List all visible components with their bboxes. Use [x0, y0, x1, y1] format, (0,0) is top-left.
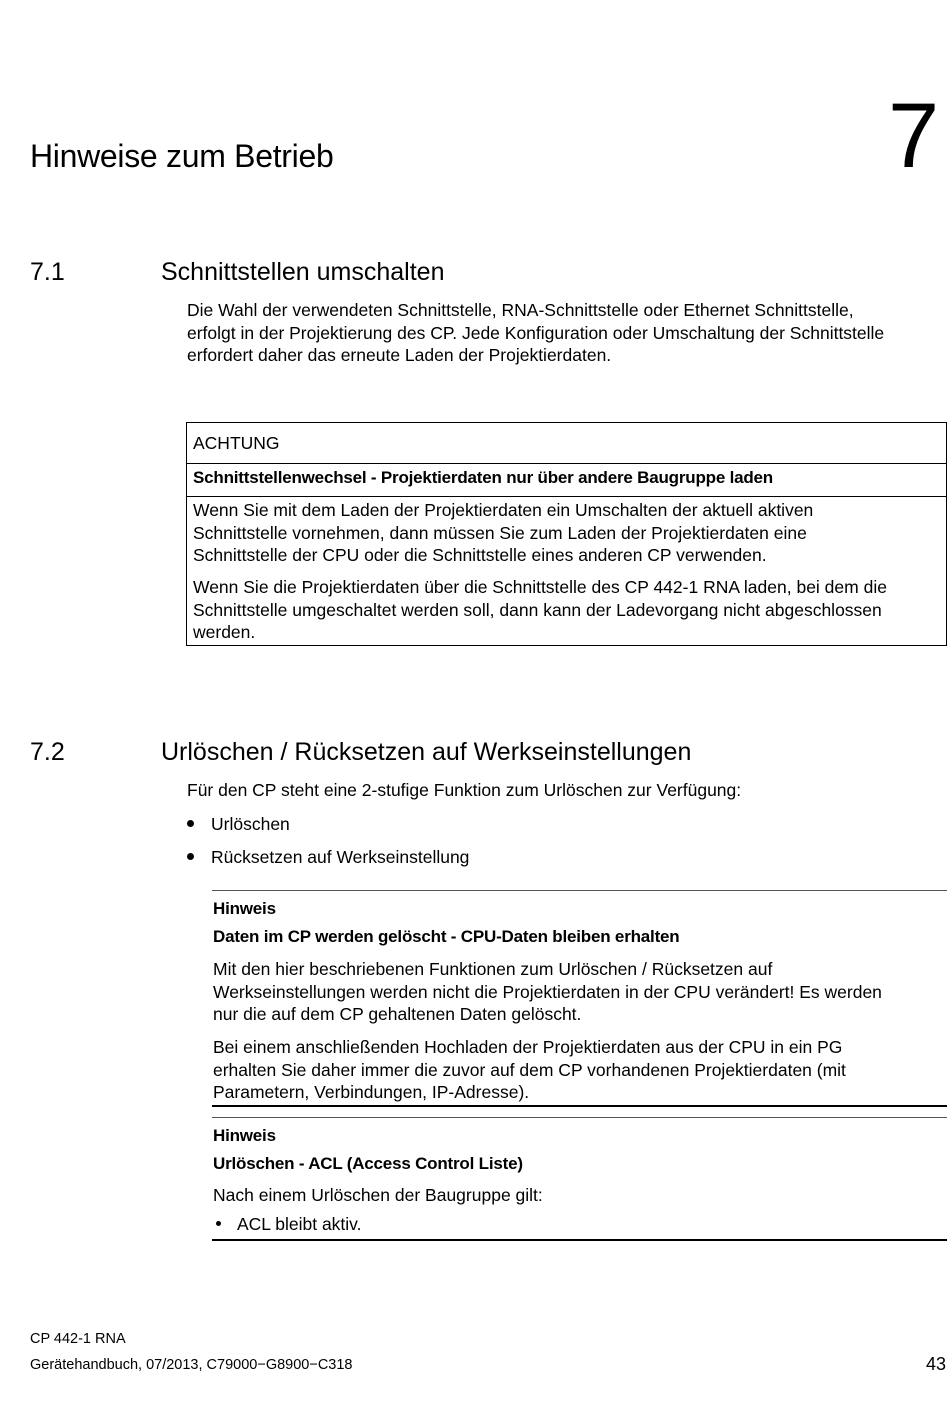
paragraph-line: erfolgt in der Projektierung des CP. Jede Konfiguration oder Umschaltung der Schnittstelle: [187, 322, 885, 343]
bullet-dot: [187, 820, 194, 827]
note-1-paragraph-2: [213, 1036, 943, 1104]
note-bottom-rule: [212, 1239, 947, 1241]
paragraph-line: Wenn Sie die Projektierdaten über die Schnittstelle des CP 442-1 RNA laden, bei dem die: [193, 577, 887, 597]
note-1-label: Hinweis: [213, 899, 276, 918]
footer-product: CP 442-1 RNA: [30, 1331, 126, 1347]
chapter-number: 7: [888, 85, 940, 187]
section-7-2-intro: Für den CP steht eine 2-stufige Funktion zum Urlöschen zur Verfügung:: [187, 780, 742, 800]
bullet-text: Urlöschen: [211, 814, 290, 834]
paragraph-line: Parametern, Verbindungen, IP-Adresse).: [213, 1082, 530, 1102]
notice-heading: Schnittstellenwechsel - Projektierdaten nur über andere Baugruppe laden: [193, 468, 773, 487]
note-2-bullet-item: [213, 1213, 362, 1235]
bullet-text: Rücksetzen auf Werkseinstellung: [211, 847, 470, 867]
paragraph-line: Schnittstelle umgeschaltet werden soll, dann kann der Ladevorgang nicht abgeschlossen: [193, 599, 882, 620]
paragraph-line: Schnittstelle der CPU oder die Schnittstelle eines anderen CP verwenden.: [193, 545, 767, 565]
notice-divider: [187, 496, 946, 497]
achtung-notice-box: [186, 422, 947, 646]
section-7-1-paragraph: [187, 299, 942, 367]
page-number: 43: [925, 1354, 946, 1374]
bullet-dot: [187, 853, 194, 860]
paragraph-line: nur die auf dem CP gehaltenen Daten gelöscht.: [213, 1004, 582, 1024]
notice-paragraph-2: [193, 576, 938, 644]
note-1-heading: Daten im CP werden gelöscht - CPU-Daten bleiben erhalten: [213, 927, 680, 946]
note-1-paragraph-1: [213, 958, 943, 1026]
paragraph-line: Die Wahl der verwendeten Schnittstelle, RNA-Schnittstelle oder Ethernet Schnittstelle,: [187, 300, 854, 320]
note-2-paragraph: Nach einem Urlöschen der Baugruppe gilt:: [213, 1185, 543, 1205]
note-top-rule: [212, 890, 947, 891]
chapter-title: Hinweise zum Betrieb: [30, 138, 334, 174]
bullet-text: ACL bleibt aktiv.: [237, 1214, 362, 1234]
note-2-heading: Urlöschen - ACL (Access Control Liste): [213, 1154, 523, 1173]
paragraph-line: werden.: [193, 622, 256, 642]
section-number-7-2: 7.2: [30, 738, 65, 766]
note-bottom-rule: [212, 1105, 947, 1107]
footer-manual-info: Gerätehandbuch, 07/2013, C79000−G8900−C318: [30, 1357, 353, 1373]
section-number-7-1: 7.1: [30, 258, 65, 286]
paragraph-line: erfordert daher das erneute Laden der Projektierdaten.: [187, 345, 612, 365]
paragraph-line: Schnittstelle vornehmen, dann müssen Sie zum Laden der Projektierdaten eine: [193, 522, 807, 543]
notice-label: ACHTUNG: [193, 433, 280, 453]
bullet-dot: [216, 1221, 221, 1226]
bullet-item: [187, 846, 469, 868]
paragraph-line: Werkseinstellungen werden nicht die Projektierdaten in der CPU verändert! Es werden: [213, 981, 882, 1002]
paragraph-line: Mit den hier beschriebenen Funktionen zum Urlöschen / Rücksetzen auf: [213, 959, 773, 979]
paragraph-line: Bei einem anschließenden Hochladen der Projektierdaten aus der CPU in ein PG: [213, 1037, 843, 1057]
note-2-label: Hinweis: [213, 1126, 276, 1145]
paragraph-line: erhalten Sie daher immer die zuvor auf dem CP vorhandenen Projektierdaten (mit: [213, 1059, 846, 1080]
notice-paragraph-1: [193, 499, 938, 567]
notice-divider: [187, 463, 946, 464]
note-top-rule: [212, 1117, 947, 1118]
section-title-7-1: Schnittstellen umschalten: [161, 258, 445, 286]
paragraph-line: Wenn Sie mit dem Laden der Projektierdaten ein Umschalten der aktuell aktiven: [193, 500, 814, 520]
section-title-7-2: Urlöschen / Rücksetzen auf Werkseinstellungen: [161, 738, 692, 766]
bullet-item: [187, 813, 290, 835]
